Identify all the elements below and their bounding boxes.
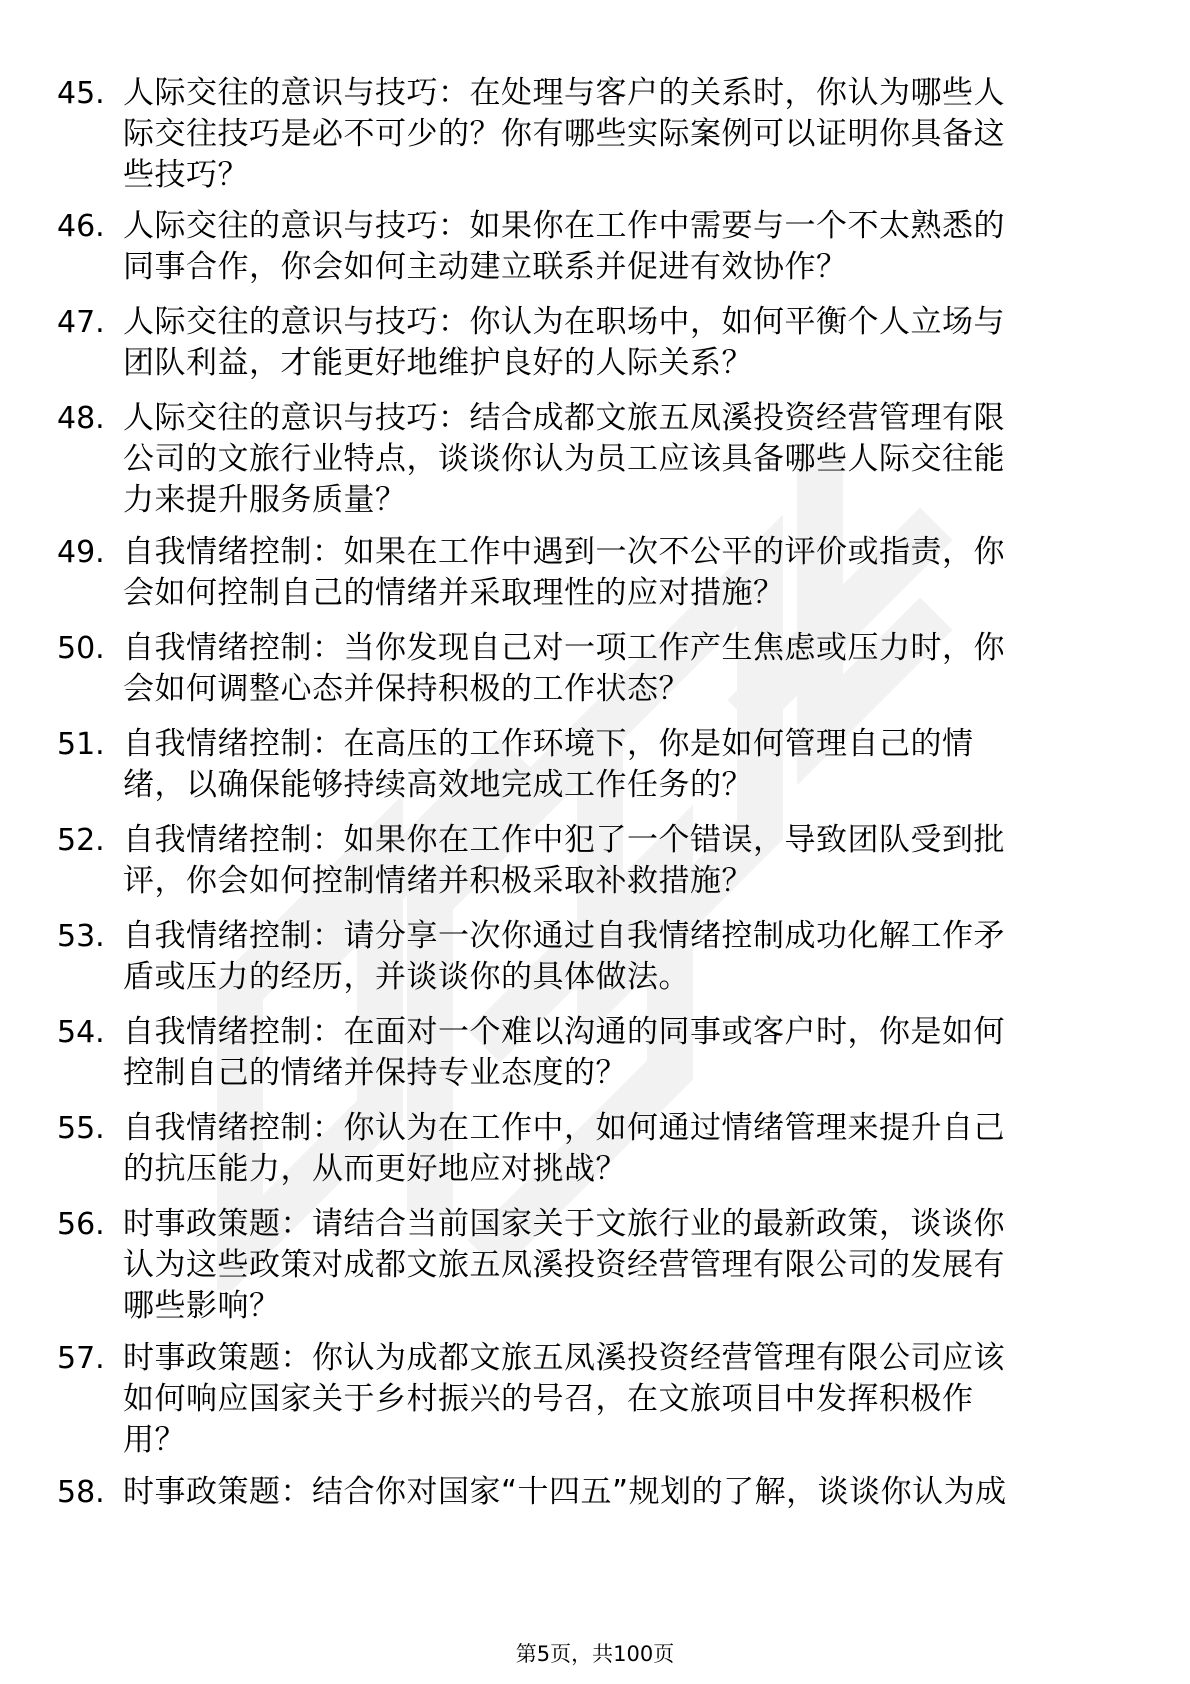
question-line: 力来提升服务质量？ bbox=[123, 482, 407, 518]
question-number: 48. bbox=[57, 401, 105, 436]
question-text bbox=[123, 398, 1103, 521]
question-text bbox=[123, 1012, 1103, 1094]
question-text bbox=[123, 1338, 1103, 1461]
question-line: 时事政策题：你认为成都文旅五凤溪投资经营管理有限公司应该 bbox=[123, 1340, 1005, 1376]
question-text bbox=[123, 532, 1103, 614]
question-number: 46. bbox=[57, 209, 105, 244]
question-line: 时事政策题：结合你对国家“十四五”规划的了解，谈谈你认为成 bbox=[123, 1474, 1007, 1510]
question-line: 时事政策题：请结合当前国家关于文旅行业的最新政策，谈谈你 bbox=[123, 1206, 1005, 1242]
question-line: 自我情绪控制：如果你在工作中犯了一个错误，导致团队受到批 bbox=[123, 822, 1005, 858]
question-line: 哪些影响？ bbox=[123, 1288, 281, 1324]
question-number: 45. bbox=[57, 76, 105, 111]
question-number: 50. bbox=[57, 631, 105, 666]
question-line: 如何响应国家关于乡村振兴的号召，在文旅项目中发挥积极作 bbox=[123, 1381, 974, 1417]
question-text bbox=[123, 73, 1103, 196]
question-number: 57. bbox=[57, 1341, 105, 1376]
question-number: 51. bbox=[57, 727, 105, 762]
question-number: 49. bbox=[57, 535, 105, 570]
question-line: 会如何调整心态并保持积极的工作状态？ bbox=[123, 671, 690, 707]
question-number: 52. bbox=[57, 823, 105, 858]
question-text bbox=[123, 206, 1103, 288]
question-number: 53. bbox=[57, 919, 105, 954]
question-line: 人际交往的意识与技巧：结合成都文旅五凤溪投资经营管理有限 bbox=[123, 400, 1005, 436]
question-line: 团队利益，才能更好地维护良好的人际关系？ bbox=[123, 345, 753, 381]
question-text bbox=[123, 820, 1103, 902]
question-line: 同事合作，你会如何主动建立联系并促进有效协作？ bbox=[123, 249, 848, 285]
question-line: 些技巧？ bbox=[123, 157, 249, 193]
question-number: 47. bbox=[57, 305, 105, 340]
question-line: 自我情绪控制：你认为在工作中，如何通过情绪管理来提升自己 bbox=[123, 1110, 1005, 1146]
question-text bbox=[123, 724, 1103, 806]
question-line: 自我情绪控制：在高压的工作环境下，你是如何管理自己的情 bbox=[123, 726, 974, 762]
question-text bbox=[123, 628, 1103, 710]
question-line: 自我情绪控制：请分享一次你通过自我情绪控制成功化解工作矛 bbox=[123, 918, 1005, 954]
question-line: 公司的文旅行业特点，谈谈你认为员工应该具备哪些人际交往能 bbox=[123, 441, 1005, 477]
question-line: 绪，以确保能够持续高效地完成工作任务的？ bbox=[123, 767, 753, 803]
question-number: 58. bbox=[57, 1475, 105, 1510]
question-line: 评，你会如何控制情绪并积极采取补救措施？ bbox=[123, 863, 753, 899]
page-footer: 第5页，共100页 bbox=[515, 1642, 675, 1666]
question-text bbox=[123, 916, 1103, 998]
question-line: 自我情绪控制：在面对一个难以沟通的同事或客户时，你是如何 bbox=[123, 1014, 1005, 1050]
question-line: 人际交往的意识与技巧：如果你在工作中需要与一个不太熟悉的 bbox=[123, 208, 1005, 244]
question-line: 会如何控制自己的情绪并采取理性的应对措施？ bbox=[123, 575, 785, 611]
question-line: 认为这些政策对成都文旅五凤溪投资经营管理有限公司的发展有 bbox=[123, 1247, 1005, 1283]
question-line: 控制自己的情绪并保持专业态度的？ bbox=[123, 1055, 627, 1091]
question-number: 54. bbox=[57, 1015, 105, 1050]
question-text bbox=[123, 1204, 1103, 1327]
question-line: 际交往技巧是必不可少的？你有哪些实际案例可以证明你具备这 bbox=[123, 116, 1005, 152]
question-text bbox=[123, 302, 1103, 384]
question-line: 的抗压能力，从而更好地应对挑战？ bbox=[123, 1151, 627, 1187]
question-line: 人际交往的意识与技巧：你认为在职场中，如何平衡个人立场与 bbox=[123, 304, 1005, 340]
question-text bbox=[123, 1108, 1103, 1190]
question-line: 自我情绪控制：当你发现自己对一项工作产生焦虑或压力时，你 bbox=[123, 630, 1005, 666]
question-number: 56. bbox=[57, 1207, 105, 1242]
question-line: 自我情绪控制：如果在工作中遇到一次不公平的评价或指责，你 bbox=[123, 534, 1005, 570]
question-text bbox=[123, 1472, 1103, 1513]
question-line: 盾或压力的经历，并谈谈你的具体做法。 bbox=[123, 959, 690, 995]
question-number: 55. bbox=[57, 1111, 105, 1146]
question-line: 用？ bbox=[123, 1422, 186, 1458]
question-line: 人际交往的意识与技巧：在处理与客户的关系时，你认为哪些人 bbox=[123, 75, 1005, 111]
